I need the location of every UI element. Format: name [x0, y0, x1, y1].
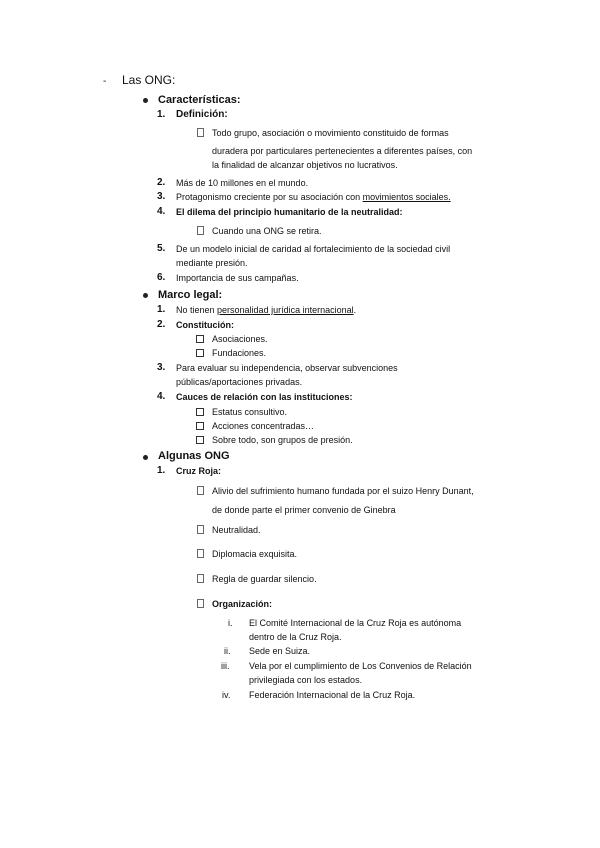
item-label-definicion: Definición: — [176, 109, 228, 120]
placeholder-glyph-icon — [197, 128, 204, 137]
cruz-roja-line: Neutralidad. — [212, 525, 261, 535]
sub-item-text: Sobre todo, son grupos de presión. — [212, 435, 353, 445]
placeholder-glyph-icon — [197, 525, 204, 534]
sub-item-text: Cuando una ONG se retira. — [212, 226, 322, 236]
item-number: 2. — [157, 177, 166, 188]
item-label-cruz-roja: Cruz Roja: — [176, 466, 221, 476]
cruz-roja-line: de donde parte el primer convenio de Ginebra — [212, 505, 396, 515]
item-number: 4. — [157, 391, 166, 402]
sub-item-text: Asociaciones. — [212, 334, 268, 344]
cruz-roja-line: Regla de guardar silencio. — [212, 574, 317, 584]
bullet-icon — [143, 98, 148, 103]
item-text-post: . — [353, 305, 357, 315]
item-label-constitucion: Constitución: — [176, 320, 234, 330]
item-number: 1. — [157, 304, 166, 315]
item-text-pre: No tienen — [176, 305, 218, 315]
sub-item-text: Estatus consultivo. — [212, 407, 288, 417]
item-text: Para evaluar su independencia, observar subvenciones — [176, 363, 398, 373]
item-number: 1. — [157, 109, 166, 120]
cruz-roja-line: Diplomacia exquisita. — [212, 549, 298, 559]
item-label-dilema: El dilema del principio humanitario de la neutralidad: — [176, 207, 403, 217]
item-number: 3. — [157, 191, 166, 202]
page-title: Las ONG: — [122, 73, 176, 87]
placeholder-glyph-icon — [197, 226, 204, 235]
checkbox-bullet-icon — [196, 349, 204, 357]
cruz-roja-line: Alivio del sufrimiento humano fundada por el suizo Henry Dunant, — [212, 486, 474, 496]
placeholder-glyph-icon — [197, 549, 204, 558]
item-label-cauces: Cauces de relación con las instituciones: — [176, 392, 353, 402]
roman-number: iii. — [221, 661, 230, 671]
list-dash: - — [103, 76, 107, 87]
bullet-icon — [143, 455, 148, 460]
item-number: 4. — [157, 206, 166, 217]
item-text: Más de 10 millones en el mundo. — [176, 178, 309, 188]
cruz-roja-line-organizacion: Organización: — [212, 599, 273, 609]
item-text: De un modelo inicial de caridad al fortalecimiento de la sociedad civil — [176, 244, 451, 254]
organizacion-line: Federación Internacional de la Cruz Roja. — [249, 690, 416, 700]
item-text-pre: Protagonismo creciente por su asociación con — [176, 192, 363, 202]
organizacion-line: Sede en Suiza. — [249, 646, 311, 656]
item-text: mediante presión. — [176, 258, 248, 268]
definition-line: duradera por particulares pertenecientes a diferentes países, con — [212, 146, 473, 156]
item-text — [176, 306, 356, 315]
sub-item-text: Fundaciones. — [212, 348, 267, 358]
bullet-icon — [143, 293, 148, 298]
checkbox-bullet-icon — [196, 436, 204, 444]
item-number: 2. — [157, 319, 166, 330]
checkbox-bullet-icon — [196, 335, 204, 343]
item-number: 6. — [157, 272, 166, 283]
definition-line: Todo grupo, asociación o movimiento constituido de formas — [212, 128, 449, 138]
roman-number: iv. — [222, 690, 231, 700]
sub-item-text: Acciones concentradas… — [212, 421, 315, 431]
organizacion-line: El Comité Internacional de la Cruz Roja es autónoma — [249, 618, 462, 628]
item-number: 3. — [157, 362, 166, 373]
placeholder-glyph-icon — [197, 486, 204, 495]
link-personalidad-juridica[interactable]: personalidad jurídica internacional — [217, 305, 354, 315]
checkbox-bullet-icon — [196, 408, 204, 416]
item-text: Importancia de sus campañas. — [176, 273, 299, 283]
item-text: públicas/aportaciones privadas. — [176, 377, 303, 387]
roman-number: i. — [228, 618, 233, 628]
item-number: 1. — [157, 465, 166, 476]
definition-line: la finalidad de alcanzar objetivos no lucrativos. — [212, 160, 398, 170]
section-heading-algunas-ong: Algunas ONG — [158, 450, 230, 462]
section-heading-marco-legal: Marco legal: — [158, 289, 223, 301]
organizacion-line: Vela por el cumplimiento de Los Convenios de Relación — [249, 661, 472, 671]
organizacion-line: privilegiada con los estados. — [249, 675, 363, 685]
placeholder-glyph-icon — [197, 574, 204, 583]
organizacion-line: dentro de la Cruz Roja. — [249, 632, 342, 642]
placeholder-glyph-icon — [197, 599, 204, 608]
checkbox-bullet-icon — [196, 422, 204, 430]
roman-number: ii. — [224, 646, 231, 656]
section-heading-caracteristicas: Características: — [158, 94, 241, 106]
item-text — [176, 193, 451, 202]
item-number: 5. — [157, 243, 166, 254]
link-movimientos-sociales[interactable]: movimientos sociales. — [362, 192, 451, 202]
